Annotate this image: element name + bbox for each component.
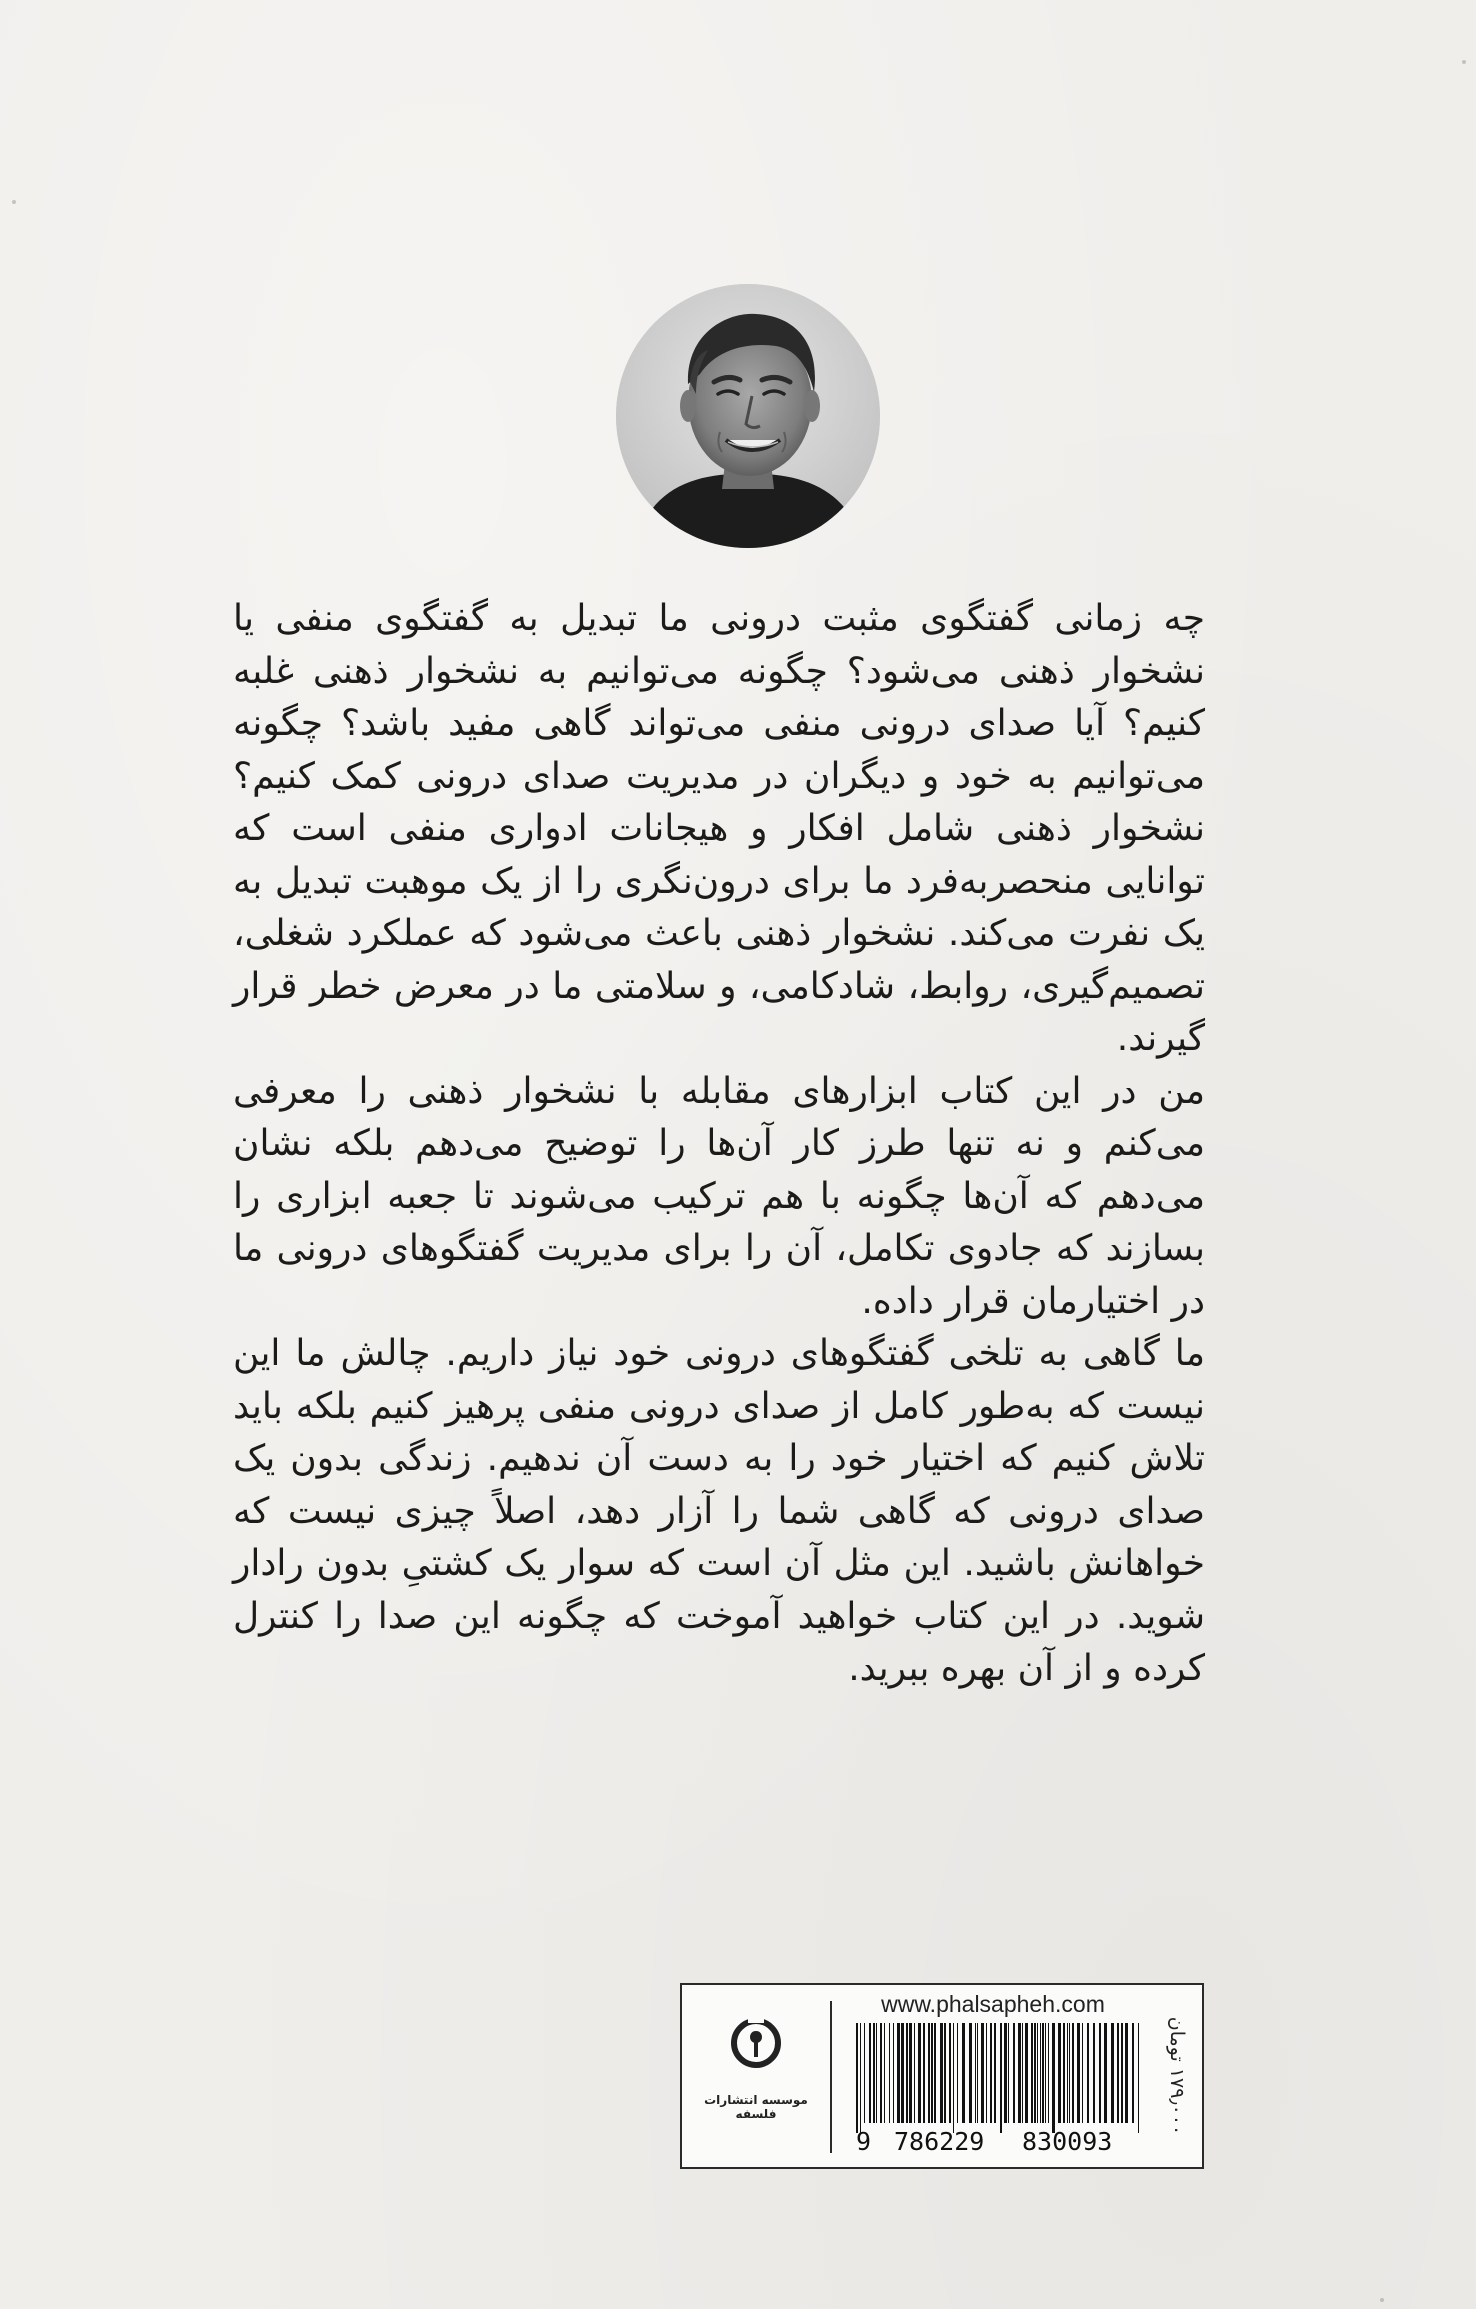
barcode-bar (906, 2023, 908, 2123)
barcode-bar (977, 2023, 978, 2123)
publisher-logo (692, 2007, 820, 2147)
publisher-name: موسسه انتشارات فلسفه (704, 2093, 808, 2121)
barcode-bar (1048, 2023, 1049, 2123)
barcode-bar (1040, 2023, 1041, 2123)
blurb-paragraph: چه زمانی گفتگوی مثبت درونی ما تبدیل به گفتگوی منفی یا نشخوار ذهنی می‌شود؟ چگونه می‌توانیم به نشخوار ذهنی غلبه کنیم؟ آیا صدای درونی منفی می‌تواند گاهی مفید باشد؟ چگونه می‌توانیم به خود و دیگران در مدیریت صدای درونی کمک کنیم؟ نشخوار ذهنی شامل افکار و هیجانات ادواری منفی است که توانایی منحصربه‌فرد ما برای درون‌نگری را از یک موهبت تبدیل به یک نفرت می‌کند. نشخوار ذهنی باعث می‌شود که عملکرد شغلی، تصمیم‌گیری، روابط، شادکامی، و سلامتی ما در معرض خطر قرار گیرند. (233, 598, 1205, 1059)
barcode-bar (1004, 2023, 1007, 2123)
barcode-bar (1063, 2023, 1065, 2123)
barcode-bar (944, 2023, 946, 2123)
barcode-bar (981, 2023, 984, 2123)
barcode-bar (1042, 2023, 1044, 2123)
price-text: ۱۷۹٫۰۰۰ تومان (1166, 2016, 1188, 2136)
barcode-bar (1121, 2023, 1123, 2123)
barcode-bar (957, 2023, 958, 2123)
barcode-bar (1052, 2023, 1055, 2133)
barcode-bar (889, 2023, 890, 2123)
barcode-bar (873, 2023, 875, 2123)
barcode-bar (923, 2023, 925, 2123)
barcode-bar (1058, 2023, 1061, 2123)
barcode-bar (1087, 2023, 1089, 2123)
publisher-website: www.phalsapheh.com (881, 1991, 1105, 2017)
barcode-bar (1013, 2023, 1015, 2123)
barcode-bar (1072, 2023, 1074, 2123)
barcode-bar (1025, 2023, 1028, 2123)
panel-divider (830, 2001, 832, 2153)
barcode-bar (986, 2023, 987, 2123)
isbn-barcode (854, 2023, 1144, 2133)
barcode-bar (897, 2023, 900, 2123)
isbn-number (844, 2127, 1144, 2161)
barcode-bar (1077, 2023, 1080, 2123)
barcode-bar (994, 2023, 996, 2123)
barcode-bar (856, 2023, 858, 2133)
barcode-bar (1034, 2023, 1036, 2123)
barcode-bar (975, 2023, 976, 2123)
barcode-bar (1045, 2023, 1046, 2123)
barcode-bar (1067, 2023, 1068, 2123)
barcode-bar (949, 2023, 951, 2123)
paper-speck (1380, 2298, 1384, 2302)
paper-speck (12, 200, 16, 204)
isbn-prefix-digit: 9 (856, 2127, 872, 2156)
barcode-bar (901, 2023, 904, 2123)
barcode-bar (880, 2023, 882, 2123)
barcode-bar (990, 2023, 992, 2123)
phalsapheh-logo-icon (728, 2015, 784, 2071)
barcode-bar (918, 2023, 921, 2123)
barcode-bar (884, 2023, 885, 2123)
back-cover-blurb (233, 593, 1205, 1696)
barcode-bar (914, 2023, 915, 2123)
barcode-bar (1008, 2023, 1009, 2123)
isbn-right-group: 830093 (1022, 2127, 1113, 2156)
barcode-bar (1117, 2023, 1119, 2123)
barcode-bar (931, 2023, 933, 2123)
barcode-bar (1104, 2023, 1107, 2123)
author-portrait-icon (616, 284, 880, 548)
blurb-paragraph: ما گاهی به تلخی گفتگوهای درونی خود نیاز داریم. چالش ما این نیست که به‌طور کامل از صدای درونی منفی پرهیز کنیم بلکه باید تلاش کنیم که اختیار خود را به دست آن ندهیم. زندگی بدون یک صدای درونی که گاهی شما را آزار دهد، اصلاً چیزی نیست که خواهانش باشید. این مثل آن است که سوار یک کشتیِ بدون رادار شوید. در این کتاب خواهید آموخت که چگونه این صدا را کنترل کرده و از آن بهره ببرید. (233, 1333, 1205, 1689)
barcode-panel (680, 1983, 1204, 2169)
barcode-bar (1111, 2023, 1114, 2123)
barcode-bar (1022, 2023, 1023, 2123)
barcode-bar (1138, 2023, 1139, 2133)
barcode-bar (1125, 2023, 1128, 2123)
barcode-bar (1132, 2023, 1134, 2123)
author-photo (616, 284, 880, 548)
blurb-paragraph: من در این کتاب ابزارهای مقابله با نشخوار ذهنی را معرفی می‌کنم و نه تنها طرز کار آن‌ها را توضیح می‌دهم بلکه نشان می‌دهم که آن‌ها چگونه با هم ترکیب می‌شوند تا جعبه ابزاری را بسازند که جادوی تکامل، آن را برای مدیریت گفتگوهای درونی ما در اختیارمان قرار داده. (233, 1070, 1205, 1322)
barcode-bar (1031, 2023, 1033, 2123)
barcode-bar (1082, 2023, 1083, 2123)
barcode-bar (1000, 2023, 1002, 2133)
barcode-bar (940, 2023, 943, 2123)
barcode-bar (860, 2023, 861, 2133)
barcode-bar (876, 2023, 877, 2123)
barcode-bar (909, 2023, 912, 2123)
barcode-bar (962, 2023, 965, 2123)
isbn-left-group: 786229 (894, 2127, 985, 2156)
paper-speck (1462, 60, 1466, 64)
barcode-bar (864, 2023, 865, 2123)
barcode-bar (934, 2023, 936, 2123)
barcode-bar (1018, 2023, 1021, 2123)
barcode-bar (953, 2023, 954, 2133)
barcode-bar (893, 2023, 894, 2123)
barcode-bar (1037, 2023, 1038, 2123)
barcode-bar (1099, 2023, 1101, 2123)
barcode-bar (869, 2023, 871, 2123)
price-label (1152, 1985, 1202, 2167)
barcode-bar (1069, 2023, 1070, 2123)
barcode-bar (928, 2023, 930, 2123)
barcode-bar (969, 2023, 972, 2123)
barcode-bar (1093, 2023, 1095, 2123)
